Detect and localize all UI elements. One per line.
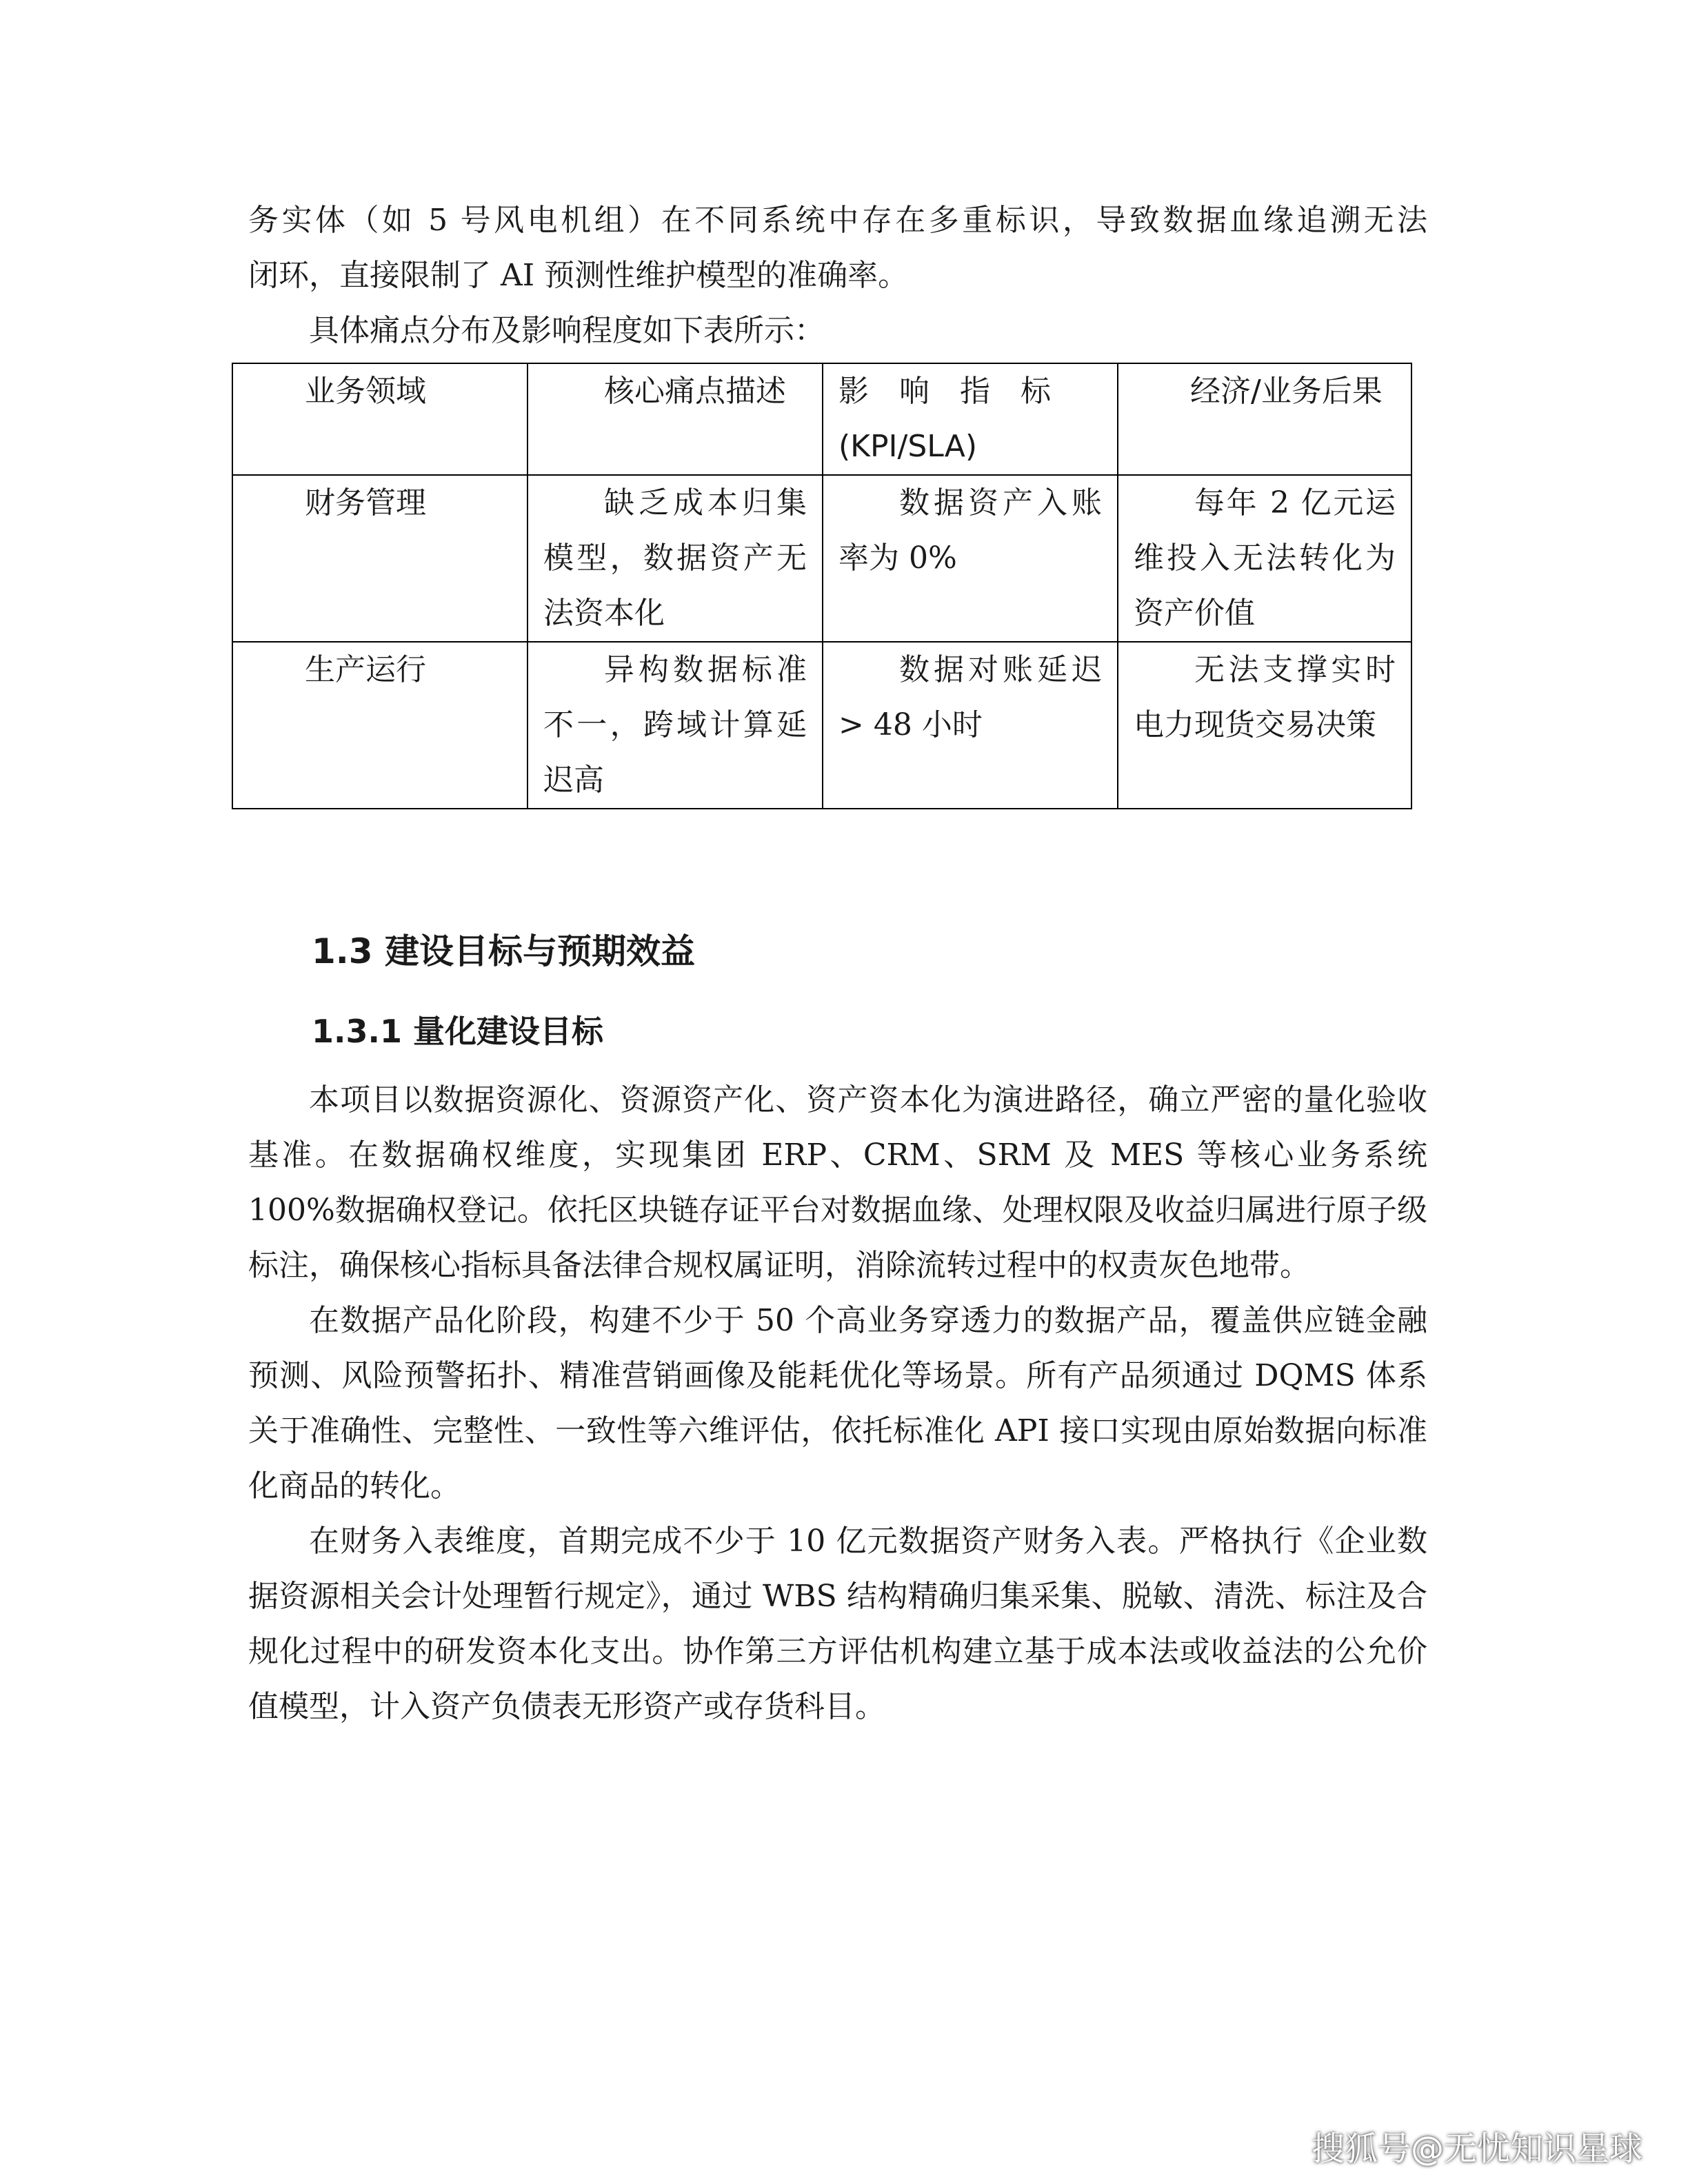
cell-impact: 数据对账延迟 > 48 小时 [823, 642, 1118, 809]
pain-points-table [232, 363, 1412, 809]
cell-consequence: 每年 2 亿元运维投入无法转化为资产价值 [1118, 475, 1411, 642]
cell-consequence: 无法支撑实时电力现货交易决策 [1118, 642, 1411, 809]
header-business-domain: 业务领域 [232, 363, 528, 475]
cell-pain: 异构数据标准不一，跨域计算延迟高 [528, 642, 823, 809]
intro-line-1: 务实体（如 5 号风电机组）在不同系统中存在多重标识，导致数据血缘追溯无法 [248, 203, 1427, 238]
subsection-heading: 1.3.1 量化建设目标 [312, 1013, 603, 1050]
section-heading: 1.3 建设目标与预期效益 [312, 931, 695, 971]
table-row [232, 475, 1411, 642]
body-text [248, 1073, 1427, 1735]
intro-block [248, 193, 1427, 358]
paragraph: 在财务入表维度，首期完成不少于 10 亿元数据资产财务入表。严格执行《企业数据资源相关会计处理暂行规定》，通过 WBS 结构精确归集采集、脱敏、清洗、标注及合规化过程中的研发资本化支出。协作第三方评估机构建立基于成本法或收益法的公允价值模型，计入资产负债表无形资产或存货科目。 [248, 1524, 1427, 1724]
paragraph: 本项目以数据资源化、资源资产化、资产资本化为演进路径，确立严密的量化验收基准。在数据确权维度，实现集团 ERP、CRM、SRM 及 MES 等核心业务系统 100%数据确权登记。依托区块链存证平台对数据血缘、处理权限及收益归属进行原子级标注，确保核心指标具备法律合规权属证明，消除流转过程中的权责灰色地带。 [248, 1082, 1427, 1283]
table-row [232, 642, 1411, 809]
cell-impact: 数据资产入账率为 0% [823, 475, 1118, 642]
table-header-row [232, 363, 1411, 475]
cell-domain: 生产运行 [232, 642, 528, 809]
paragraph: 在数据产品化阶段，构建不少于 50 个高业务穿透力的数据产品，覆盖供应链金融预测、风险预警拓扑、精准营销画像及能耗优化等场景。所有产品须通过 DQMS 体系关于准确性、完整性、一致性等六维评估，依托标准化 API 接口实现由原始数据向标准化商品的转化。 [248, 1303, 1427, 1504]
table-caption: 具体痛点分布及影响程度如下表所示： [309, 313, 825, 348]
header-consequence: 经济/业务后果 [1118, 363, 1411, 475]
cell-pain: 缺乏成本归集模型，数据资产无法资本化 [528, 475, 823, 642]
cell-domain: 财务管理 [232, 475, 528, 642]
header-impact-kpi: 影 响 指 标 (KPI/SLA) [823, 363, 1118, 475]
intro-line-2: 闭环，直接限制了 AI 预测性维护模型的准确率。 [248, 258, 909, 293]
header-core-pain: 核心痛点描述 [528, 363, 823, 475]
watermark: 搜狐号@无忧知识星球 [1311, 2130, 1642, 2168]
